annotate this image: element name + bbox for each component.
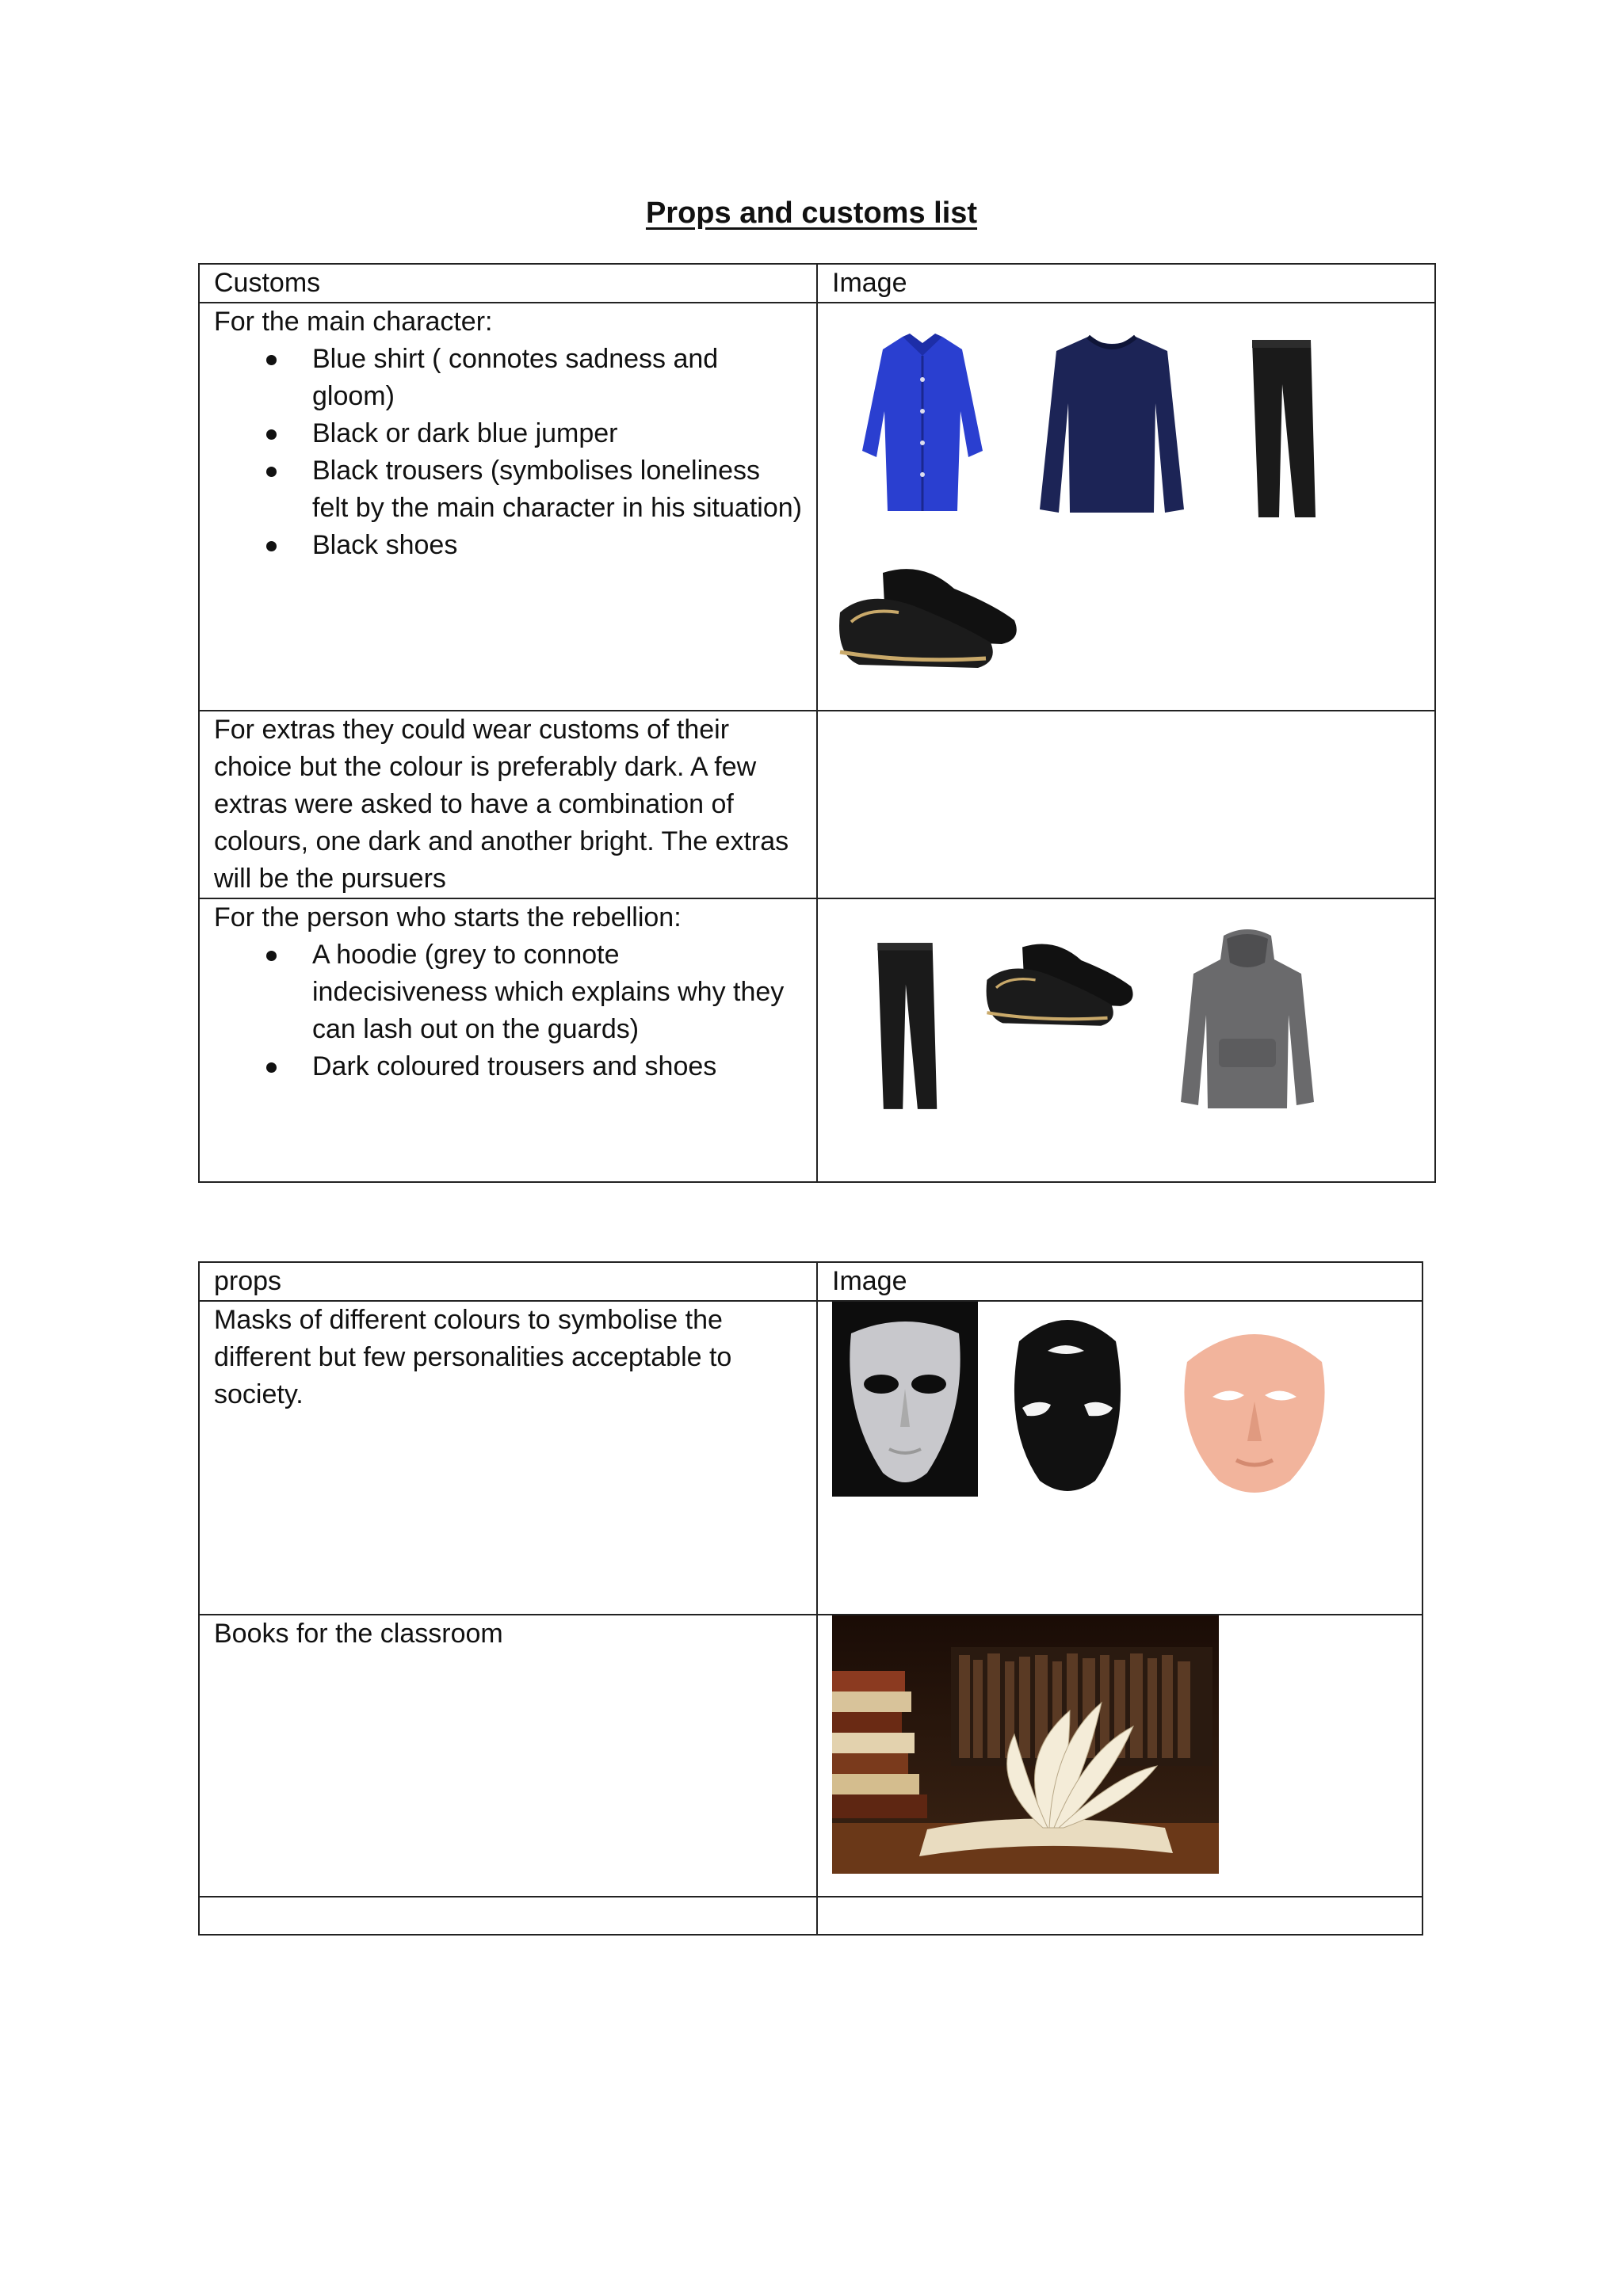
list-item: Black trousers (symbolises loneliness felt by the main character in his situation) <box>312 452 802 527</box>
rebel-intro: For the person who starts the rebellion: <box>214 902 682 933</box>
empty-cell-right <box>817 1897 1423 1935</box>
main-character-list <box>214 341 802 564</box>
navy-jumper-icon <box>1037 330 1187 517</box>
empty-cell-left <box>199 1897 817 1935</box>
masks-images <box>817 1301 1423 1615</box>
props-table <box>198 1261 1423 1936</box>
masks-cell: Masks of different colours to symbolise the different but few personalities acceptable to society. <box>199 1301 817 1615</box>
extras-cell: For extras they could wear customs of their choice but the colour is preferably dark. A few extras were asked to have a combination of colours, one dark and another bright. The extras will be the pursuers <box>199 711 817 898</box>
blue-shirt-icon <box>859 332 986 516</box>
books-cell: Books for the classroom <box>199 1615 817 1897</box>
main-character-cell <box>199 303 817 711</box>
rebel-cell <box>199 898 817 1182</box>
books-photo-icon <box>832 1615 1219 1874</box>
black-trousers-icon <box>1244 337 1319 521</box>
main-character-intro: For the main character: <box>214 307 493 337</box>
white-mask-icon <box>832 1302 978 1497</box>
list-item: Black or dark blue jumper <box>312 415 802 452</box>
main-character-images <box>817 303 1435 711</box>
masks-row <box>199 1301 1423 1615</box>
books-row <box>199 1615 1423 1897</box>
costumes-table <box>198 263 1436 1183</box>
books-images <box>817 1615 1423 1897</box>
rebel-list <box>214 936 802 1085</box>
extras-row <box>199 711 1435 898</box>
props-header-right: Image <box>817 1262 1423 1301</box>
props-header-left: props <box>199 1262 817 1301</box>
peach-mask-icon <box>1171 1314 1338 1501</box>
black-shoes-icon <box>835 557 1022 676</box>
costumes-header-left: Customs <box>199 264 817 303</box>
black-trousers-icon <box>870 934 940 1118</box>
main-character-row <box>199 303 1435 711</box>
extras-image-cell <box>817 711 1435 898</box>
props-header-row <box>199 1262 1423 1301</box>
list-item: Blue shirt ( connotes sadness and gloom) <box>312 341 802 415</box>
black-shoes-icon <box>983 934 1138 1032</box>
costumes-header-right: Image <box>817 264 1435 303</box>
empty-row <box>199 1897 1423 1935</box>
black-mask-icon <box>1002 1302 1133 1500</box>
rebel-images <box>817 898 1435 1182</box>
list-item: A hoodie (grey to connote indecisiveness which explains why they can lash out on the guards) <box>312 936 802 1048</box>
costumes-header-row <box>199 264 1435 303</box>
rebel-row <box>199 898 1435 1182</box>
list-item: Black shoes <box>312 527 802 564</box>
list-item: Dark coloured trousers and shoes <box>312 1048 802 1085</box>
page-title: Props and customs list <box>645 196 978 230</box>
grey-hoodie-icon <box>1178 928 1317 1112</box>
